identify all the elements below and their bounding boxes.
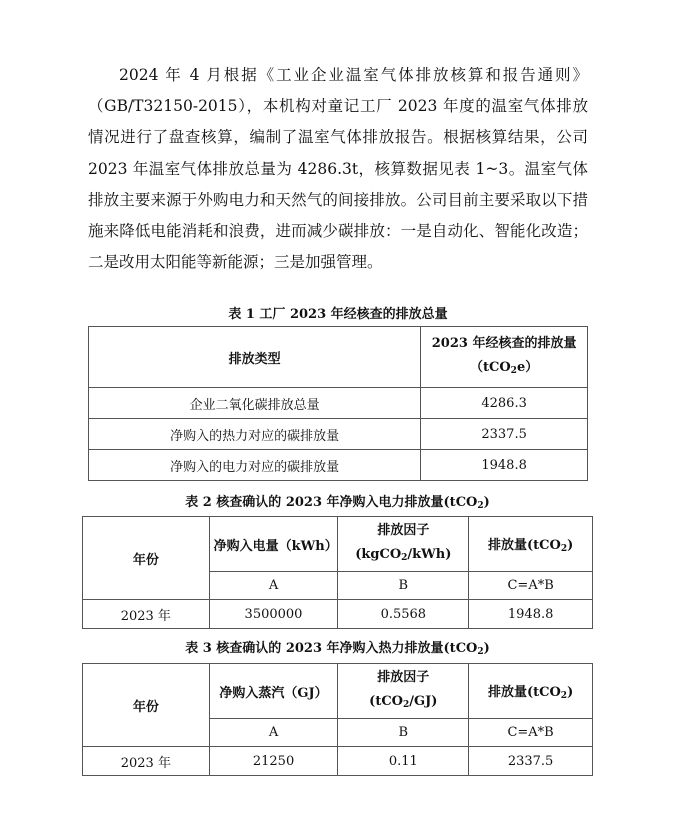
table3-formula-b: B (338, 719, 469, 747)
table2 (82, 516, 593, 629)
table3-header-emission: 排放量(tCO$_2$) (469, 664, 593, 719)
table3-header-row (83, 664, 593, 719)
table2-header-row (83, 517, 593, 572)
table-row (89, 450, 588, 481)
table1-caption: 表 1 工厂 2023 年经核查的排放总量 (228, 307, 448, 322)
table2-formula-c: C=A*B (469, 572, 593, 600)
table-row (83, 600, 593, 629)
table3-header-factor (338, 664, 469, 719)
table-row (89, 419, 588, 450)
table1-row-type: 企业二氧化碳排放总量 (89, 388, 421, 419)
table1-row-type: 净购入的热力对应的碳排放量 (89, 419, 421, 450)
table3-row-quantity: 21250 (209, 747, 338, 776)
table2-row-year: 2023 年 (83, 600, 210, 629)
table1-row-amount: 1948.8 (421, 450, 588, 481)
table3-header-quantity: 净购入蒸汽（GJ） (209, 664, 338, 719)
table1-row-type: 净购入的电力对应的碳排放量 (89, 450, 421, 481)
table-row (89, 388, 588, 419)
table2-formula-b: B (338, 572, 469, 600)
table1-row-amount: 4286.3 (421, 388, 588, 419)
table2-row-quantity: 3500000 (209, 600, 338, 629)
table1-header-amount-line2: （tCO$_2$e） (469, 359, 539, 376)
table1-header-type: 排放类型 (89, 327, 421, 388)
table1-header-amount-line1: 2023 年经核查的排放量 (431, 335, 577, 351)
table1-row-amount: 2337.5 (421, 419, 588, 450)
table3-header-factor-line1: 排放因子 (377, 669, 430, 685)
table2-header-factor-line1: 排放因子 (377, 522, 430, 538)
table1-header-amount (421, 327, 588, 388)
table2-header-year: 年份 (83, 517, 210, 600)
body-paragraph: 2024 年 4 月根据《工业企业温室气体排放核算和报告通则》（GB/T32150-2015），本机构对童记工厂 2023 年度的温室气体排放情况进行了盘查核算，编制了温室气体排放报告。根据核算结果，公司 2023 年温室气体排放总量为 4286.3t，核算数据见表 1~3。温室气体排放主要来源于外购电力和天然气的间接排放。公司目前主要采取以下措施来降低电能消耗和浪费，进而减少碳排放：一是自动化、智能化改造；二是改用太阳能等新能源；三是加强管理。 (88, 66, 588, 272)
table1 (88, 326, 588, 481)
table1-header-row (89, 327, 588, 388)
table3-header-year: 年份 (83, 664, 210, 747)
table3-caption: 表 3 核查确认的 2023 年净购入热力排放量(tCO$_2$) (185, 641, 490, 657)
table3-header-factor-line2: (tCO$_2$/GJ) (369, 693, 438, 710)
table3-row-factor: 0.11 (338, 747, 469, 776)
table2-row-factor: 0.5568 (338, 600, 469, 629)
table2-header-factor (338, 517, 469, 572)
table2-formula-a: A (209, 572, 338, 600)
table3 (82, 663, 593, 776)
table2-row-emission: 1948.8 (469, 600, 593, 629)
table2-header-emission: 排放量(tCO$_2$) (469, 517, 593, 572)
table-row (83, 747, 593, 776)
table2-header-factor-line2: (kgCO$_2$/kWh) (355, 546, 452, 563)
table3-formula-c: C=A*B (469, 719, 593, 747)
table2-header-quantity: 净购入电量（kWh） (209, 517, 338, 572)
table3-row-emission: 2337.5 (469, 747, 593, 776)
table3-row-year: 2023 年 (83, 747, 210, 776)
table3-formula-a: A (209, 719, 338, 747)
table2-caption: 表 2 核查确认的 2023 年净购入电力排放量(tCO$_2$) (185, 495, 490, 511)
